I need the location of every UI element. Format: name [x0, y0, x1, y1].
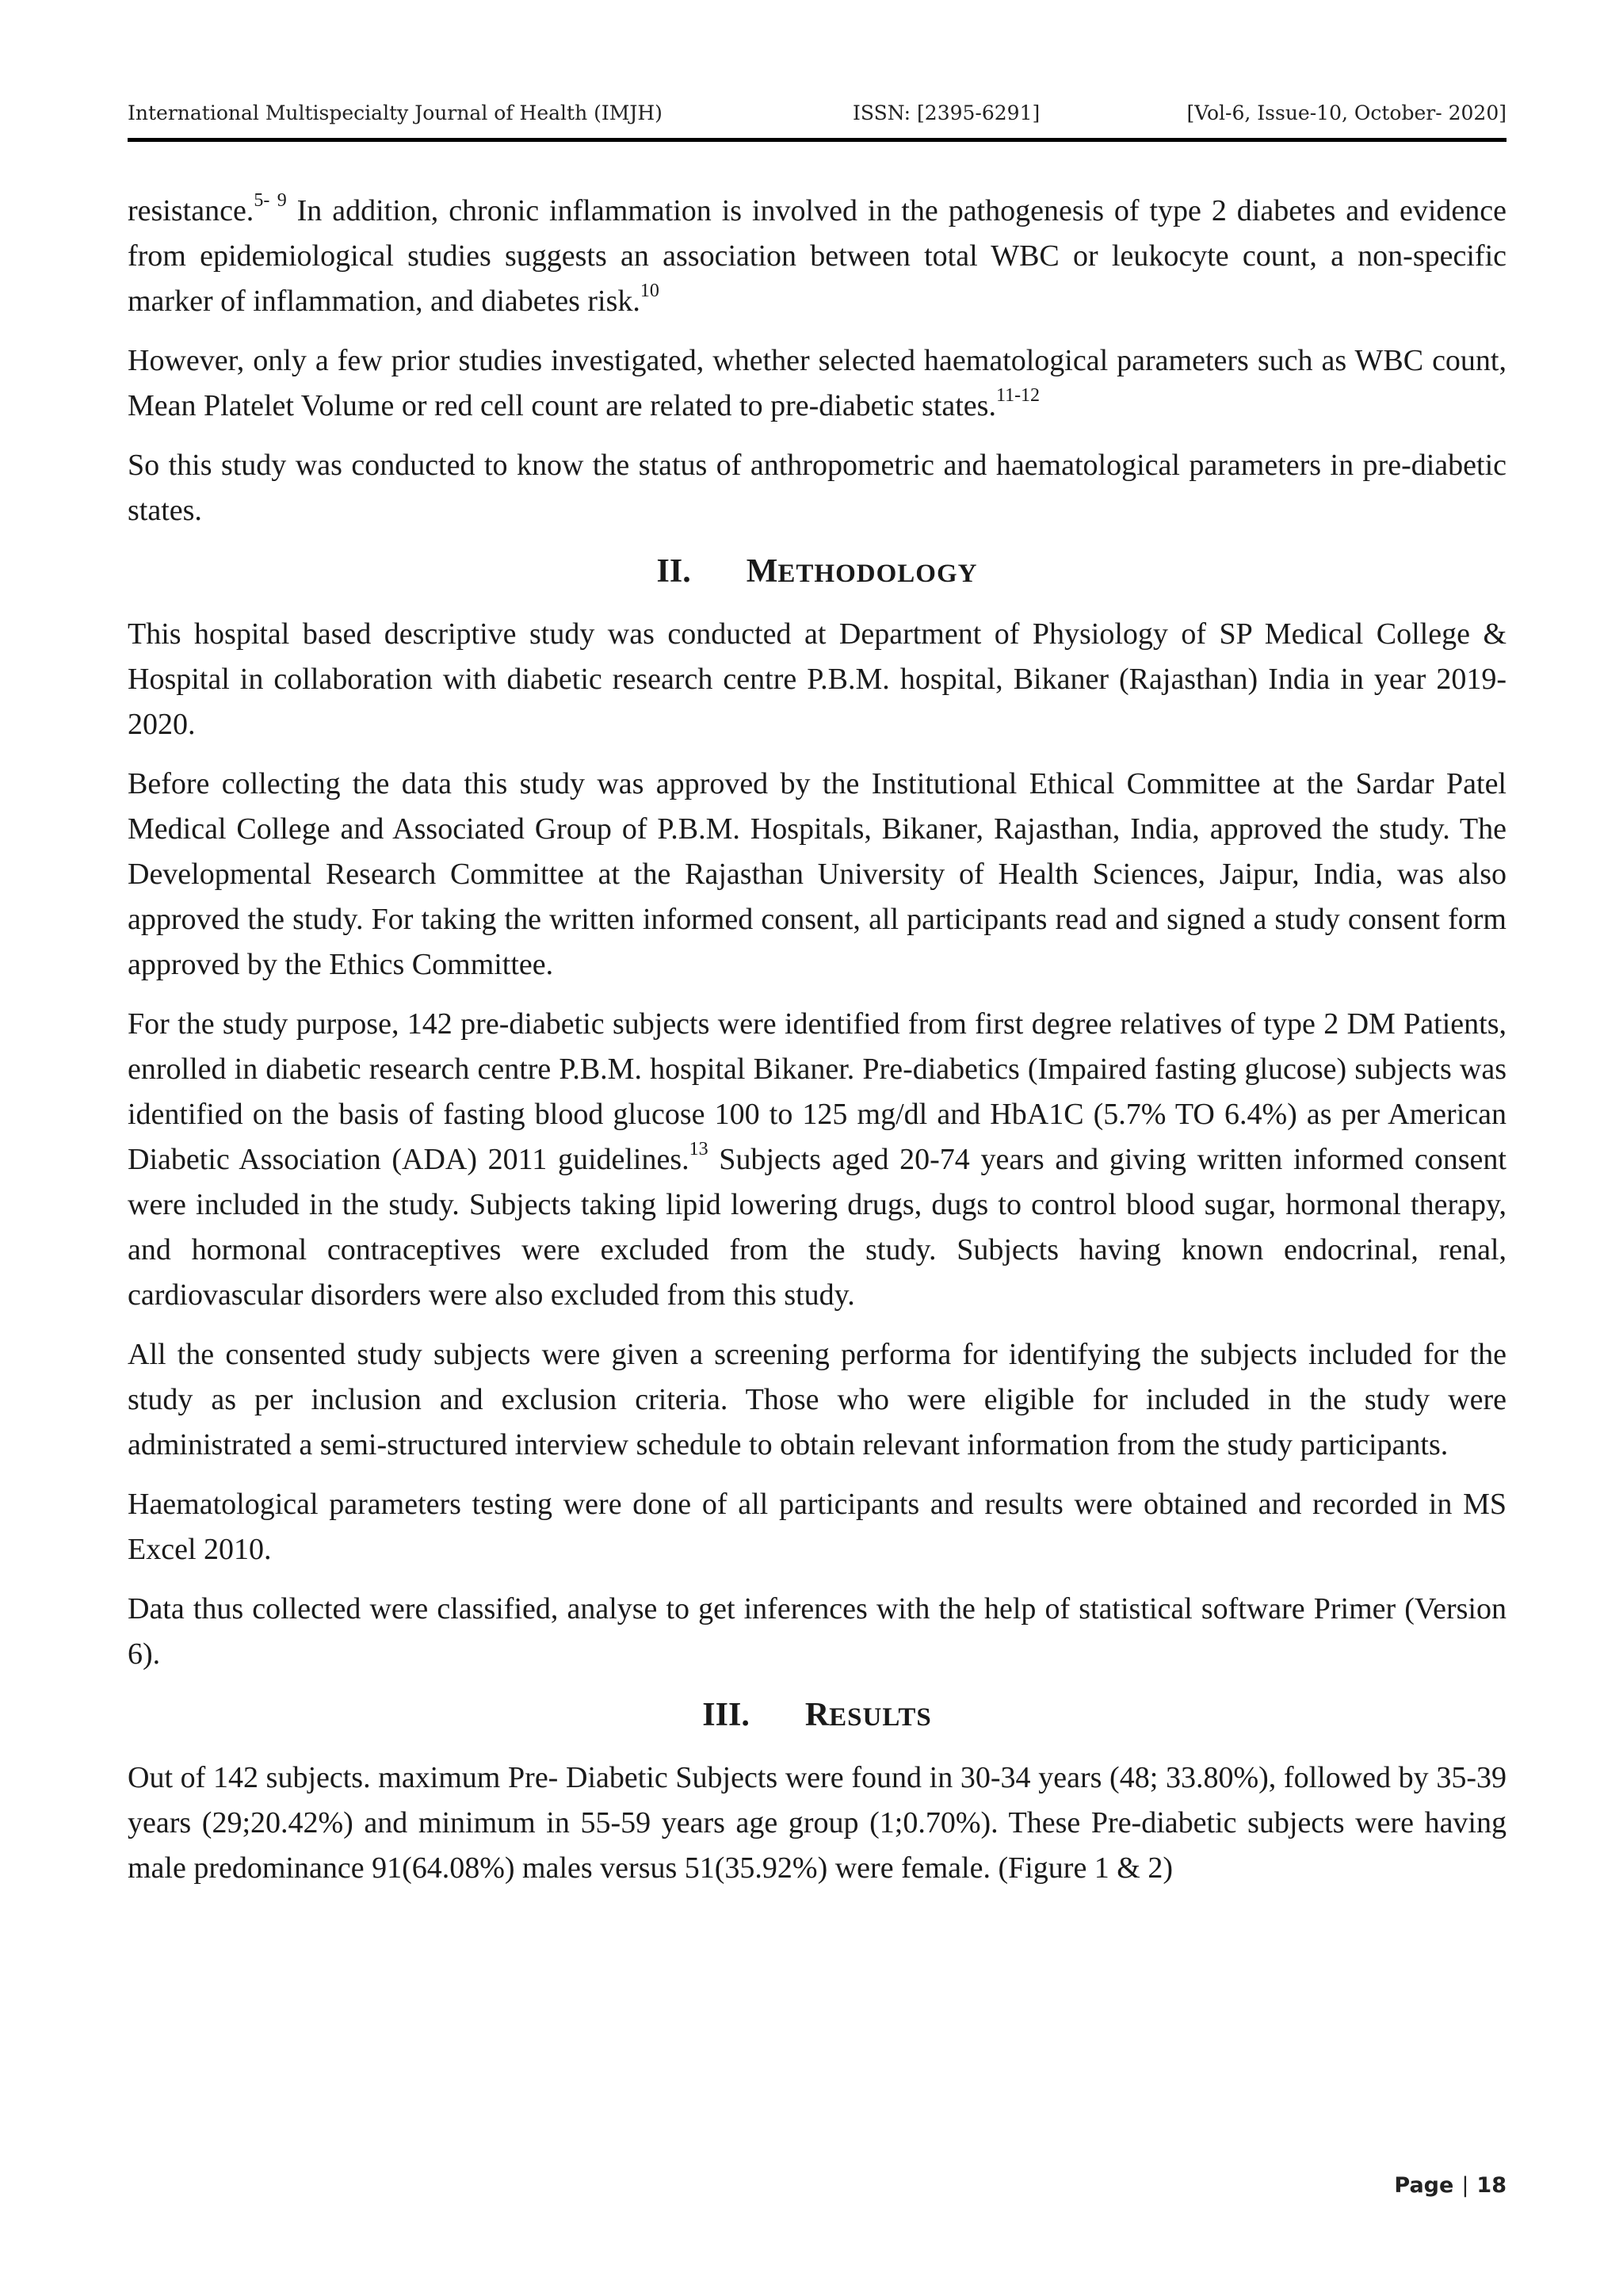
- journal-name: International Multispecialty Journal of Health (IMJH): [128, 101, 663, 124]
- methodology-paragraph-3: For the study purpose, 142 pre-diabetic subjects were identified from first degree relatives of type 2 DM Patients, enrolled in diabetic research centre P.B.M. hospital Bikaner. Pre-diabetics (Impaired fasting glucose) subjects was identified on the basis of fasting blood glucose 100 to 125 mg/dl and HbA1C (5.7% TO 6.4%) as per American Diabetic Association (ADA) 2011 guidelines.$^{13}$ Subjects aged 20-74 years and giving written informed consent were included in the study. Subjects taking lipid lowering drugs, dugs to control blood sugar, hormonal therapy, and hormonal contraceptives were excluded from the study. Subjects having known endocrinal, renal, cardiovascular disorders were also excluded from this study.: [128, 1007, 1507, 1312]
- citation: 13: [689, 1139, 708, 1160]
- intro-paragraph-2: However, only a few prior studies investigated, whether selected haematological parameters such as WBC count, Mean Platelet Volume or red cell count are related to pre-diabetic states.$^{11-12}$: [128, 344, 1507, 422]
- page-separator: |: [1461, 2173, 1469, 2198]
- methodology-paragraph-5: Haematological parameters testing were done of all participants and results were obtained and recorded in MS Excel 2010.: [128, 1488, 1507, 1566]
- methodology-paragraph-4: All the consented study subjects were given a screening performa for identifying the subjects included for the study as per inclusion and exclusion criteria. Those who were eligible for included in the study were administrated a semi-structured interview schedule to obtain relevant information from the study participants.: [128, 1338, 1507, 1461]
- section-number: II.: [656, 553, 691, 590]
- issn: ISSN: [2395-6291]: [853, 101, 1041, 124]
- methodology-paragraph-6: Data thus collected were classified, analyse to get inferences with the help of statistical software Primer (Version 6).: [128, 1592, 1507, 1671]
- intro-paragraph-1: resistance.$^{5- 9}$ In addition, chronic inflammation is involved in the pathogenesis of type 2 diabetes and evidence from epidemiological studies suggests an association between total WBC or leukocyte count, a non-specific marker of inflammation, and diabetes risk.$^{10}$: [128, 190, 1507, 318]
- article-body: [128, 189, 1507, 1905]
- intro-paragraph-3: So this study was conducted to know the status of anthropometric and haematological parameters in pre-diabetic states.: [128, 449, 1507, 527]
- citation: 10: [640, 281, 659, 302]
- volume-issue: [Vol-6, Issue-10, October- 2020]: [1186, 101, 1507, 124]
- results-paragraph-1: Out of 142 subjects. maximum Pre- Diabetic Subjects were found in 30-34 years (48; 33.80%), followed by 35-39 years (29;20.42%) and minimum in 55-59 years age group (1;0.70%). These Pre-diabetic subjects were having male predominance 91(64.08%) males versus 51(35.92%) were female. (Figure 1 & 2): [128, 1761, 1507, 1885]
- methodology-paragraph-2: Before collecting the data this study was approved by the Institutional Ethical Committee at the Sardar Patel Medical College and Associated Group of P.B.M. Hospitals, Bikaner, Rajasthan, India, approved the study. The Developmental Research Committee at the Rajasthan University of Health Sciences, Jaipur, India, was also approved the study. For taking the written informed consent, all participants read and signed a study consent form approved by the Ethics Committee.: [128, 767, 1507, 981]
- header-divider: [128, 138, 1507, 142]
- methodology-paragraph-1: This hospital based descriptive study was conducted at Department of Physiology of SP Medical College & Hospital in collaboration with diabetic research centre P.B.M. hospital, Bikaner (Rajasthan) India in year 2019-2020.: [128, 617, 1507, 741]
- running-header: [128, 97, 1507, 132]
- citation: 5- 9: [254, 190, 287, 212]
- results-heading: III. RESULTS: [128, 1691, 1507, 1741]
- methodology-heading: II. METHODOLOGY: [128, 548, 1507, 598]
- citation: 11-12: [995, 385, 1041, 407]
- page-footer: [1394, 2173, 1507, 2198]
- section-number: III.: [702, 1697, 750, 1733]
- page-label: Page: [1394, 2173, 1454, 2198]
- page-number: 18: [1476, 2173, 1507, 2198]
